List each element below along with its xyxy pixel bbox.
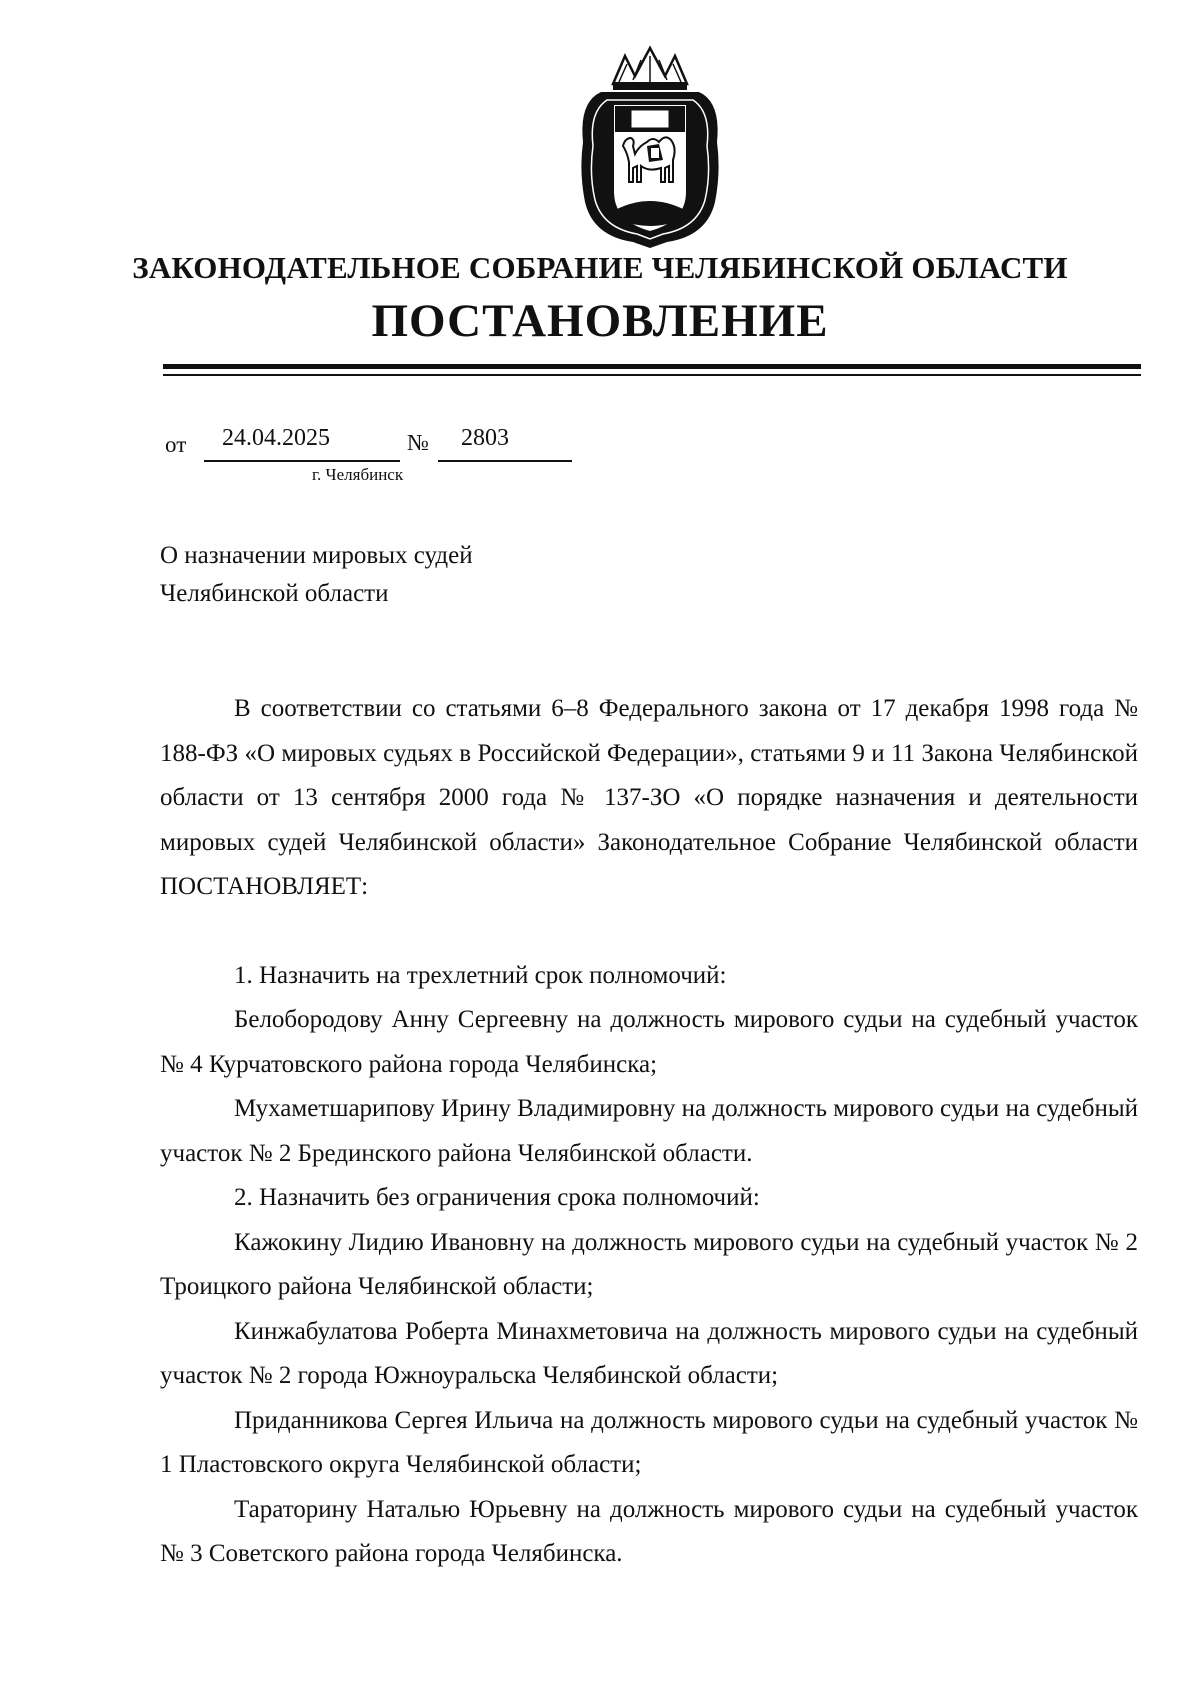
appointment-entry: Кажокину Лидию Ивановну на должность мирового судьи на судебный участок № 2 Троицкого района Челябинской области;: [160, 1228, 1138, 1300]
number-underline: [438, 460, 572, 462]
appointment-entry: Кинжабулатова Роберта Минахметовича на должность мирового судьи на судебный участок № 2 города Южноуральска Челябинской области;: [160, 1317, 1138, 1389]
item-heading: 2. Назначить без ограничения срока полномочий:: [234, 1184, 760, 1211]
appointment-entry: Белобородову Анну Сергеевну на должность мирового судьи на судебный участок № 4 Курчатовского района города Челябинска;: [160, 1006, 1138, 1078]
header-rule-thin: [163, 374, 1141, 376]
document-number: 2803: [461, 425, 509, 451]
appointment-entry: Приданникова Сергея Ильича на должность мирового судьи на судебный участок № 1 Пластовского округа Челябинской области;: [160, 1406, 1138, 1478]
appointment-entry: Мухаметшарипову Ирину Владимировну на должность мирового судьи на судебный участок № 2 Брединского района Челябинской области.: [160, 1095, 1138, 1167]
subject-line: О назначении мировых судей: [160, 542, 473, 569]
date-label: от: [165, 432, 187, 457]
document-city: г. Челябинск: [312, 465, 404, 484]
document-subject: [160, 537, 473, 613]
date-underline: [204, 460, 400, 462]
subject-line: Челябинской области: [160, 580, 389, 607]
organization-name: ЗАКОНОДАТЕЛЬНОЕ СОБРАНИЕ ЧЕЛЯБИНСКОЙ ОБЛАСТИ: [132, 250, 1068, 285]
coat-of-arms-icon: [573, 42, 727, 252]
document-type: ПОСТАНОВЛЕНИЕ: [371, 295, 829, 347]
appointment-entry: Тараторину Наталью Юрьевну на должность мирового судьи на судебный участок № 3 Советского района города Челябинска.: [160, 1495, 1138, 1567]
document-body: [160, 687, 1138, 1577]
preamble-paragraph: В соответствии со статьями 6–8 Федерального закона от 17 декабря 1998 года № 188-ФЗ «О мировых судьях в Российской Федерации», статьями 9 и 11 Закона Челябинской области от 13 сентября 2000 года № 137-ЗО «О порядке назначения и деятельности мировых судей Челябинской области» Законодательное Собрание Челябинской области ПОСТАНОВЛЯЕТ:: [160, 695, 1138, 900]
header-rule-thick: [163, 364, 1141, 369]
document-date: 24.04.2025: [222, 425, 330, 451]
number-label: №: [407, 430, 429, 455]
item-heading: 1. Назначить на трехлетний срок полномочий:: [234, 961, 727, 989]
